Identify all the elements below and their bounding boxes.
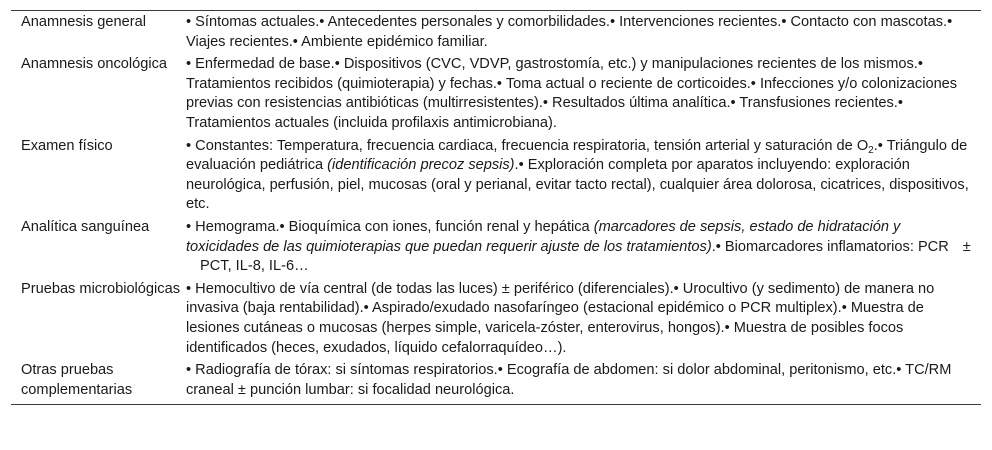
content-text: • Hemograma.• Bioquímica con iones, función renal y hepática [186,218,594,235]
plus-minus-symbol: ± [962,238,971,255]
row-content: • Síntomas actuales.• Antecedentes personales y comorbilidades.• Intervenciones recientes.• Contacto con mascotas.• Viajes recientes.• Ambiente epidémico familiar. [186,14,953,50]
content-text: .• Exploración completa por aparatos incluyendo: exploración neurológica, perfusión, piel, mucosas (oral y perianal, evitar tacto rectal), cualquier área dolorosa, cicatrices, dispositivos, etc. [186,157,969,213]
row-label: Pruebas microbiológicas [21,280,180,297]
row-content [186,218,981,280]
subscript: 2 [868,144,874,156]
content-text: • Constantes: Temperatura, frecuencia cardiaca, frecuencia respiratoria, tensión arterial y saturación de O [186,137,869,154]
row-content: • Radiografía de tórax: si síntomas respiratorios.• Ecografía de abdomen: si dolor abdominal, peritonismo, etc.• TC/RM craneal ± punción lumbar: si focalidad neurológica. [186,362,952,398]
table-row [11,361,981,405]
italic-note: (identificación precoz sepsis) [327,157,515,174]
row-content [186,137,981,218]
table-row [11,137,981,218]
content-text: .• Biomarcadores inflamatorios: PCR [711,238,949,255]
row-label: Examen físico [21,137,113,154]
row-label: Anamnesis general [21,14,146,30]
italic-note: (marcadores de sepsis, estado de hidratación y toxicidades de las quimioterapias que puedan requerir ajuste de los tratamientos) [186,218,901,255]
table-row [11,280,981,361]
table-row [11,55,981,136]
table-row [11,11,981,56]
row-content: • Hemocultivo de vía central (de todas las luces) ± periférico (diferenciales).• Urocultivo (y sedimento) de manera no invasiva (baja rentabilidad).• Aspirado/exudado nasofaríngeo (estacional epidémico o PCR multiplex).• Muestra de lesiones cutáneas o mucosas (herpes simple, varicela-zóster, enterovirus, hongos).• Muestra de posibles focos identificados (heces, exudados, líquido cefalorraquídeo…). [186,280,935,356]
row-label: Anamnesis oncológica [21,56,168,73]
table-container [11,10,981,405]
row-label: Analítica sanguínea [21,218,150,235]
content-text: PCT, IL-8, IL-6… [200,258,309,275]
content-text: .• Triángulo de evaluación pediátrica [186,137,968,174]
row-label: Otras pruebas complementarias [21,362,133,398]
table-row [11,218,981,280]
clinical-evaluation-table [11,10,981,405]
row-content: • Enfermedad de base.• Dispositivos (CVC, VDVP, gastrostomía, etc.) y manipulaciones recientes de los mismos.• Tratamientos recibidos (quimioterapia) y fechas.• Toma actual o reciente de corticoides.• Infecciones y/o colonizaciones previas con resistencias antibióticas (multirresistentes).• Resultados última analítica.• Transfusiones recientes.• Tratamientos actuales (incluida profilaxis antimicrobiana). [186,56,958,131]
